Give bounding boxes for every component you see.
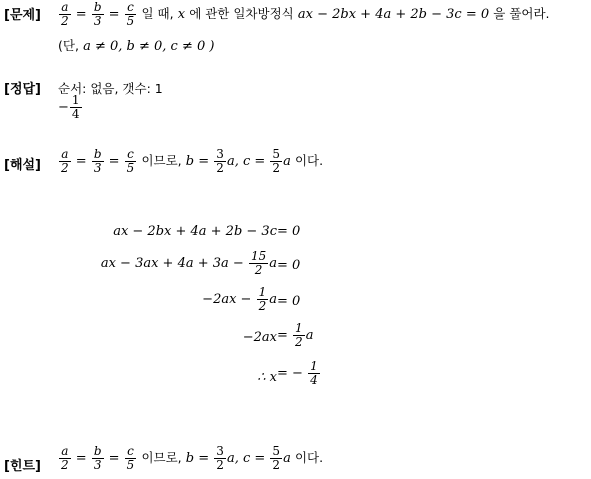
answer-fraction: $\frac{1}{4}$ xyxy=(71,93,80,121)
problem-tag: [문제] xyxy=(4,8,41,23)
fraction-a-over-2: $\frac{a}{2}$ xyxy=(61,0,69,28)
hint-tag: [힌트] xyxy=(4,459,41,474)
problem-var-x: x xyxy=(177,7,186,22)
problem-condition: (단, a ≠ 0, b ≠ 0, c ≠ 0 ) xyxy=(58,38,215,54)
answer-line: 순서: 없음, 갯수: 1 xyxy=(58,81,163,96)
fraction-b-over-3: $\frac{b}{3}$ xyxy=(93,0,102,28)
problem-line-1: $\frac{a}{2}$ = $\frac{b}{3}$ = $\frac{c}{5}$ 일 때, x 에 관한 일차방정식 ax − 2bx + 4a + 2b − 3c = 0 을 풀어라. xyxy=(61,0,550,28)
fraction-c-over-5: $\frac{c}{5}$ xyxy=(126,0,135,28)
explanation-tag: [해설] xyxy=(4,158,41,173)
hint-line: $\frac{a}{2}$ = $\frac{b}{3}$ = $\frac{c}{5}$ 이므로, b = $\frac{3}{2}$ a, c = $\frac{5}{2}$ a 이다. xyxy=(61,444,324,472)
problem-equation: ax − 2bx + 4a + 2b − 3c = 0 xyxy=(297,7,490,22)
answer-tag: [정답] xyxy=(4,82,41,97)
problem-text-solve: 을 풀어라. xyxy=(493,6,550,21)
problem-text-about: 에 관한 일차방정식 xyxy=(189,6,294,21)
explanation-line: $\frac{a}{2}$ = $\frac{b}{3}$ = $\frac{c}{5}$ 이므로, b = $\frac{3}{2}$ a, c = $\frac{5}{2}$ a 이다. xyxy=(61,147,324,175)
problem-text-when: 일 때, xyxy=(141,6,174,21)
answer-value: − $\frac{1}{4}$ xyxy=(58,93,80,121)
